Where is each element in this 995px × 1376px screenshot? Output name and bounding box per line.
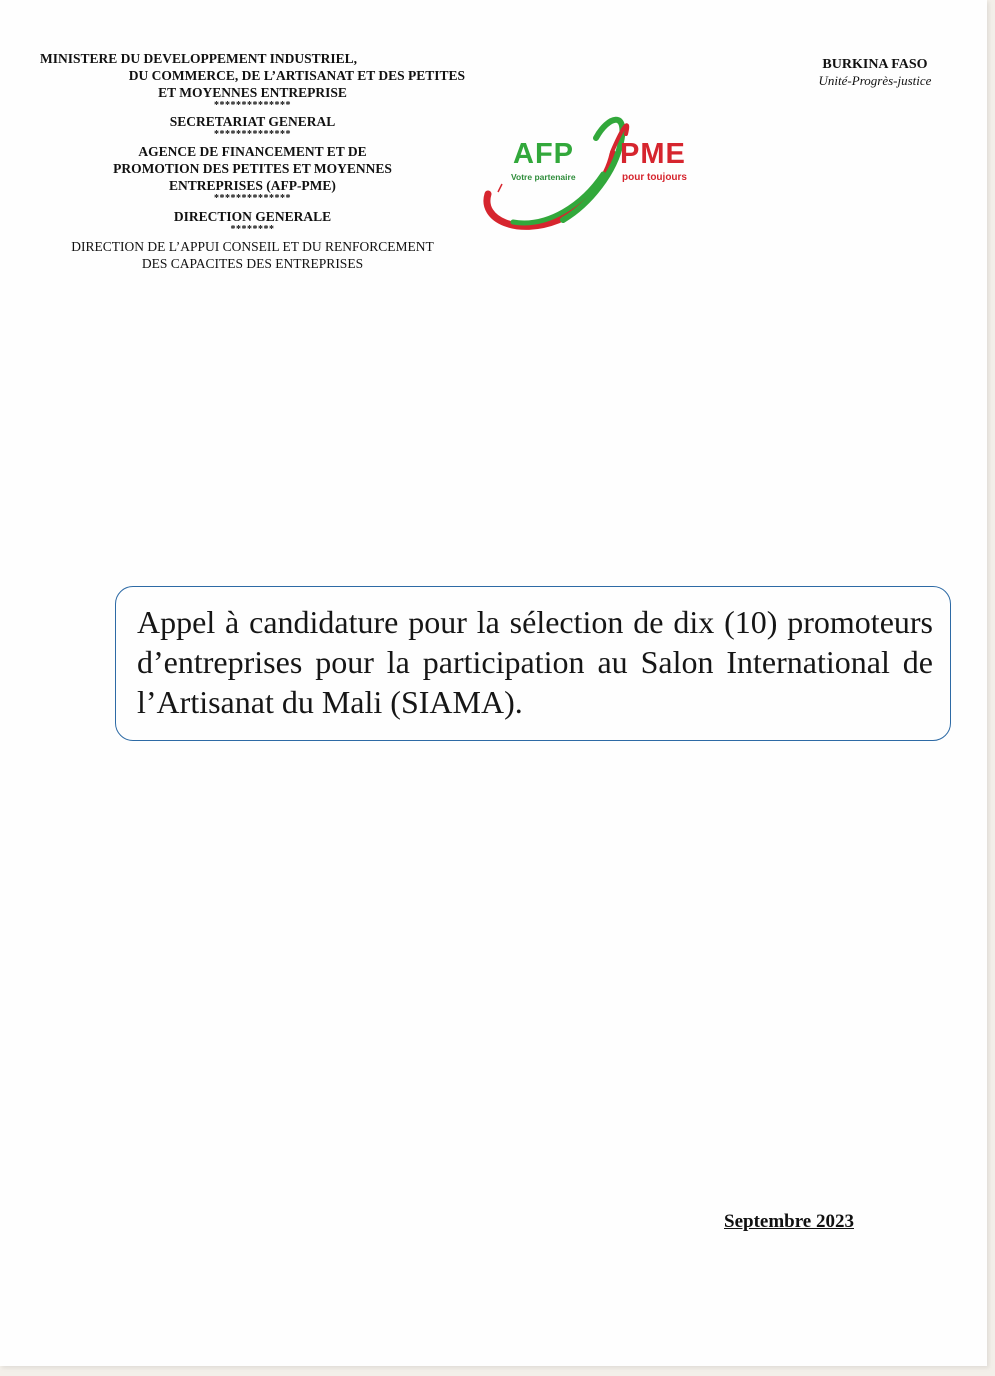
ministry-line-2: DU COMMERCE, DE L’ARTISANAT ET DES PETITES — [128, 68, 465, 83]
department-line-1: DIRECTION DE L’APPUI CONSEIL ET DU RENFORCEMENT — [71, 239, 434, 254]
separator-stars: ************** — [214, 100, 291, 111]
logo-afp-text: AFP — [513, 138, 574, 170]
agency-line-1: AGENCE DE FINANCEMENT ET DE — [138, 144, 367, 159]
logo-tagline-left: Votre partenaire — [511, 172, 576, 182]
separator-stars: ************** — [214, 193, 291, 204]
afp-pme-logo — [478, 112, 708, 237]
agency-line-2: PROMOTION DES PETITES ET MOYENNES — [113, 161, 392, 176]
ministry-line-1: MINISTERE DU DEVELOPPEMENT INDUSTRIEL, — [40, 51, 358, 66]
secretariat-line: SECRETARIAT GENERAL — [169, 114, 336, 129]
document-date: Septembre 2023 — [724, 1211, 854, 1232]
logo-tagline-right: pour toujours — [622, 172, 687, 183]
direction-line: DIRECTION GENERALE — [173, 209, 332, 224]
country-block — [790, 57, 960, 89]
separator-stars: ************** — [214, 129, 291, 140]
ministry-line-3: ET MOYENNES ENTREPRISE — [158, 85, 347, 100]
document-title: Appel à candidature pour la sélection de dix (10) promoteurs d’entreprises pour la participation au Salon International de l’Artisanat du Mali (SIAMA). — [137, 604, 933, 720]
country-name: BURKINA FASO — [822, 57, 928, 72]
separator-stars: ******** — [230, 224, 275, 235]
agency-line-3: ENTREPRISES (AFP-PME) — [169, 178, 336, 193]
logo-pme-text: PME — [620, 138, 686, 170]
issuing-authority-block — [40, 50, 465, 272]
department-line-2: DES CAPACITES DES ENTREPRISES — [141, 256, 364, 271]
country-motto: Unité-Progrès-justice — [818, 73, 932, 88]
